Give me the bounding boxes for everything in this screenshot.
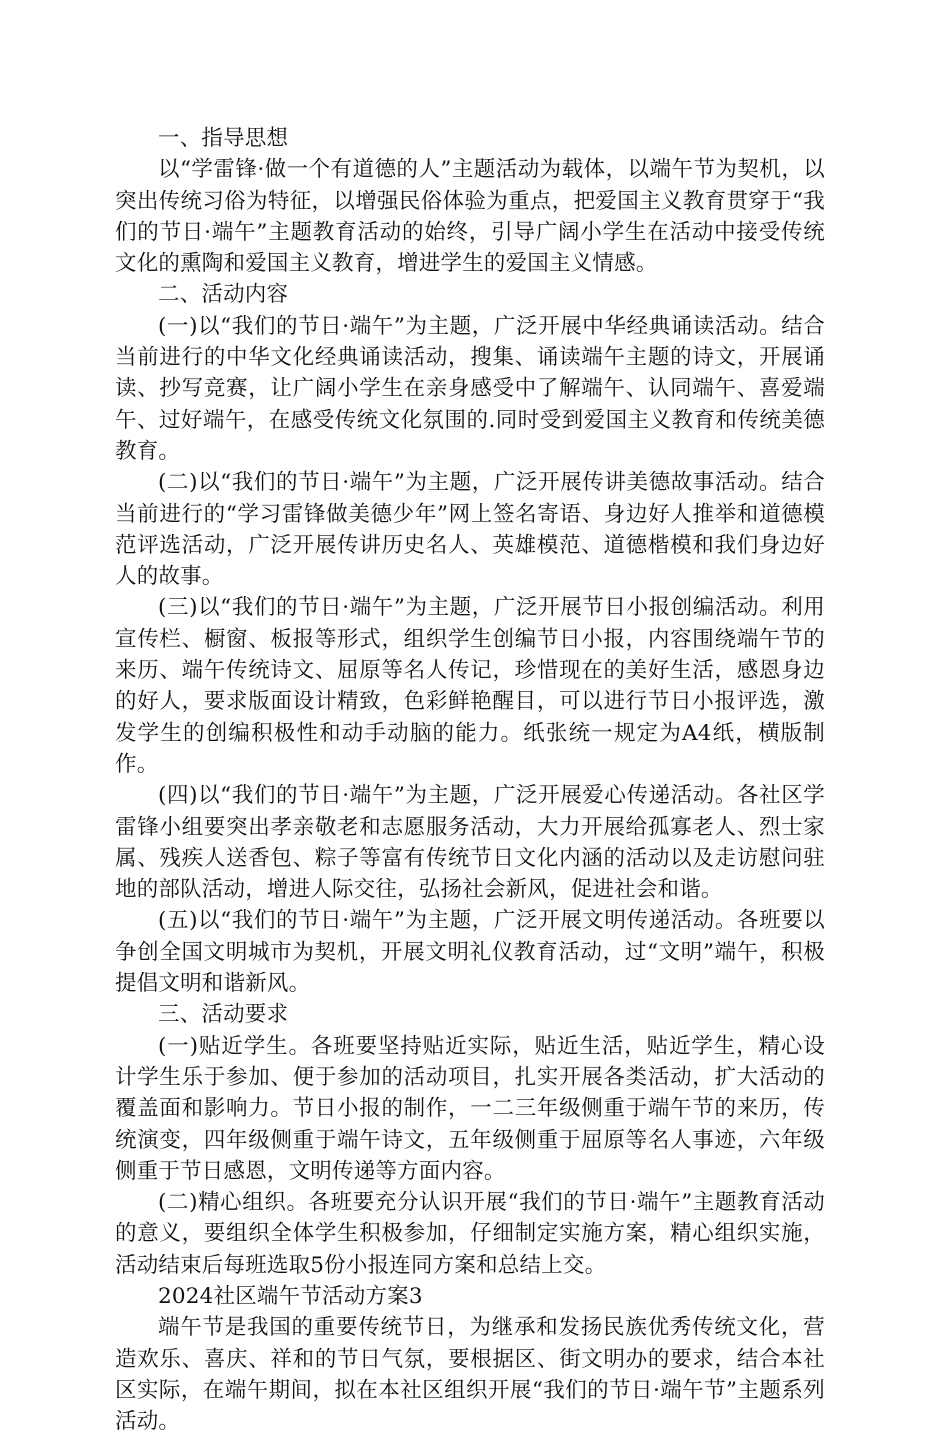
plan-title: 2024社区端午节活动方案3 <box>158 1283 423 1309</box>
paragraph-plan-intro: 端午节是我国的重要传统节日，为继承和发扬民族优秀传统文化，营造欢乐、喜庆、祥和的节日气氛，要根据区、街文明办的要求，结合本社区实际，在端午期间，拟在本社区组织开展“我们的节日·端午节”主题系列活动。 <box>115 1315 825 1435</box>
section-heading-guiding-ideology: 一、指导思想 <box>158 126 289 151</box>
paragraph-requirement-2: (二)精心组织。各班要充分认识开展“我们的节日·端午”主题教育活动的意义，要组织全体学生积极参加，仔细制定实施方案，精心组织实施，活动结束后每班选取5份小报连同方案和总结上交。 <box>115 1190 825 1278</box>
paragraph-activity-3: (三)以“我们的节日·端午”为主题，广泛开展节日小报创编活动。利用宣传栏、橱窗、板报等形式，组织学生创编节日小报，内容围绕端午节的来历、端午传统诗文、屈原等名人传记，珍惜现在的美好生活，感恩身边的好人，要求版面设计精致，色彩鲜艳醒目，可以进行节日小报评选，激发学生的创编积极性和动手动脑的能力。纸张统一规定为A4纸，横版制作。 <box>115 595 825 777</box>
paragraph-requirement-1: (一)贴近学生。各班要坚持贴近实际，贴近生活，贴近学生，精心设计学生乐于参加、便于参加的活动项目，扎实开展各类活动，扩大活动的覆盖面和影响力。节日小报的制作，一二三年级侧重于端午节的来历，传统演变，四年级侧重于端午诗文，五年级侧重于屈原等名人事迹，六年级侧重于节日感恩，文明传递等方面内容。 <box>115 1033 825 1184</box>
paragraph-activity-4: (四)以“我们的节日·端午”为主题，广泛开展爱心传递活动。各社区学雷锋小组要突出孝亲敬老和志愿服务活动，大力开展给孤寡老人、烈士家属、残疾人送香包、粽子等富有传统节日文化内涵的活动以及走访慰问驻地的部队活动，增进人际交往，弘扬社会新风，促进社会和谐。 <box>115 783 825 903</box>
paragraph-activity-5: (五)以“我们的节日·端午”为主题，广泛开展文明传递活动。各班要以争创全国文明城市为契机，开展文明礼仪教育活动，过“文明”端午，积极提倡文明和谐新风。 <box>115 908 825 997</box>
paragraph-activity-1: (一)以“我们的节日·端午”为主题，广泛开展中华经典诵读活动。结合当前进行的中华文化经典诵读活动，搜集、诵读端午主题的诗文，开展诵读、抄写竞赛，让广阔小学生在亲身感受中了解端午、认同端午、喜爱端午、过好端午，在感受传统文化氛围的.同时受到爱国主义教育和传统美德教育。 <box>115 313 825 464</box>
section-heading-requirements: 三、活动要求 <box>158 1002 289 1028</box>
document-body <box>115 123 825 1437</box>
paragraph-activity-2: (二)以“我们的节日·端午”为主题，广泛开展传讲美德故事活动。结合当前进行的“学习雷锋做美德少年”网上签名寄语、身边好人推举和道德模范评选活动，广泛开展传讲历史名人、英雄模范、道德楷模和我们身边好人的故事。 <box>115 470 825 590</box>
paragraph-guiding-ideology: 以“学雷锋·做一个有道德的人”主题活动为载体，以端午节为契机，以突出传统习俗为特征，以增强民俗体验为重点，把爱国主义教育贯穿于“我们的节日·端午”主题教育活动的始终，引导广阔小学生在活动中接受传统文化的熏陶和爱国主义教育，增进学生的爱国主义情感。 <box>115 157 825 277</box>
section-heading-activity-content: 二、活动内容 <box>158 282 289 308</box>
